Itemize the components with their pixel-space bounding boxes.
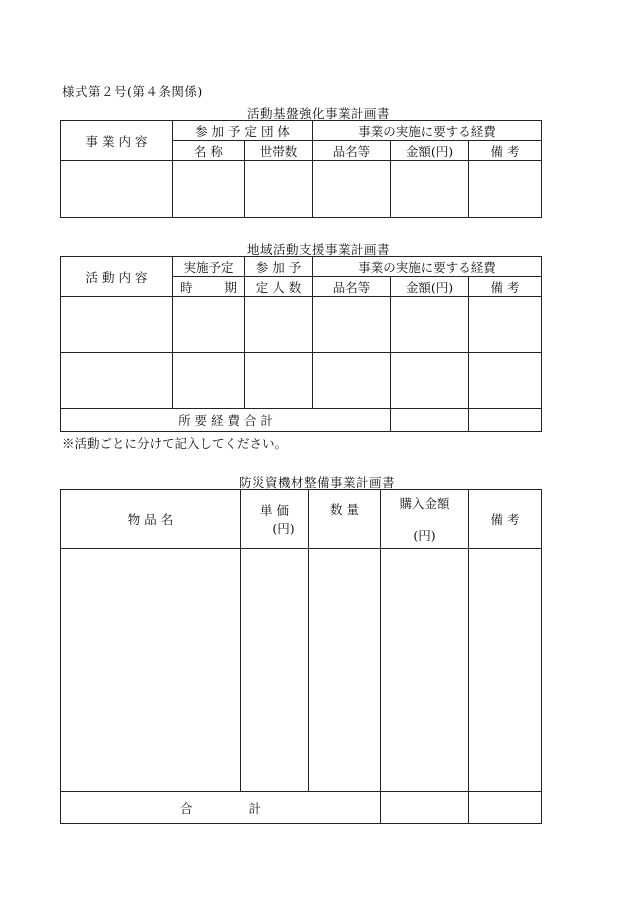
table2-header-period-bottom: [173, 277, 245, 297]
table1: [60, 120, 542, 218]
table2: [60, 256, 542, 432]
table3-unit-price-unit: (円): [272, 521, 295, 536]
table2-header-expense: 事業の実施に要する経費: [313, 257, 542, 277]
table1-cell-households[interactable]: [245, 161, 313, 218]
table3-header-remarks: 備 考: [469, 490, 542, 549]
table1-header-name: 名 称: [173, 141, 245, 161]
table2-header-people-top: 参 加 予: [245, 257, 313, 277]
table2-period-char2: 期: [224, 279, 237, 295]
table3-header-unit-price: [241, 490, 309, 549]
table2-cell-period[interactable]: [173, 297, 245, 353]
table3-purchase-unit: (円): [413, 528, 436, 543]
table2-header-amount: 金額(円): [391, 277, 469, 297]
table2-cell-amount[interactable]: [391, 297, 469, 353]
table3-cell-item[interactable]: [61, 549, 241, 792]
table2-cell-content[interactable]: [61, 297, 173, 353]
table1-header-expense: 事業の実施に要する経費: [313, 121, 542, 141]
table2-header-period-top: 実施予定: [173, 257, 245, 277]
table3-total-char2: 計: [248, 800, 262, 816]
table1-cell-remarks[interactable]: [469, 161, 542, 218]
table2-title: 地域活動支援事業計画書: [247, 242, 391, 257]
table3-cell-unit-price[interactable]: [241, 549, 309, 792]
table2-cell-remarks[interactable]: [469, 297, 542, 353]
table3-total-remarks[interactable]: [469, 792, 542, 824]
table2-total-amount[interactable]: [391, 409, 469, 432]
table2-total-label: 所 要 経 費 合 計: [61, 409, 391, 432]
table3-header-qty: 数 量: [309, 490, 381, 549]
table2-header-content: 活 動 内 容: [61, 257, 173, 297]
instruction-note: ※活動ごとに分けて記入してください。: [62, 436, 288, 451]
table2-cell-amount[interactable]: [391, 353, 469, 409]
table3-total-char1: 合: [179, 800, 193, 816]
form-number-label: 様式第２号(第４条関係): [62, 84, 203, 99]
table2-cell-remarks[interactable]: [469, 353, 542, 409]
table2-header-item: 品名等: [313, 277, 391, 297]
table3-purchase-label: 購入金額: [399, 496, 450, 511]
table3-cell-purchase[interactable]: [381, 549, 469, 792]
table3-total-amount[interactable]: [381, 792, 469, 824]
table3-header-item: 物 品 名: [61, 490, 241, 549]
table1-title: 活動基盤強化事業計画書: [247, 106, 391, 121]
table2-cell-people[interactable]: [245, 297, 313, 353]
table1-cell-content[interactable]: [61, 161, 173, 218]
table1-header-households: 世帯数: [245, 141, 313, 161]
table3-header-purchase: [381, 490, 469, 549]
table3-total-label: [61, 792, 381, 824]
table2-cell-period[interactable]: [173, 353, 245, 409]
table2-cell-item[interactable]: [313, 297, 391, 353]
table1-cell-name[interactable]: [173, 161, 245, 218]
table1-header-content: 事 業 内 容: [61, 121, 173, 161]
table2-cell-people[interactable]: [245, 353, 313, 409]
table3-cell-qty[interactable]: [309, 549, 381, 792]
table2-header-people-bottom: 定 人 数: [245, 277, 313, 297]
table3-cell-remarks[interactable]: [469, 549, 542, 792]
table2-total-remarks[interactable]: [469, 409, 542, 432]
table2-cell-item[interactable]: [313, 353, 391, 409]
table1-cell-amount[interactable]: [391, 161, 469, 218]
table1-header-item: 品名等: [313, 141, 391, 161]
table3: [60, 489, 542, 824]
table2-header-remarks: 備 考: [469, 277, 542, 297]
table3-title: 防災資機材整備事業計画書: [239, 475, 396, 490]
table1-cell-item[interactable]: [313, 161, 391, 218]
table2-period-char1: 時: [180, 279, 193, 295]
table1-header-group: 参 加 予 定 団 体: [173, 121, 313, 141]
table1-header-amount: 金額(円): [391, 141, 469, 161]
table3-unit-price-label: 単 価: [260, 503, 289, 518]
table2-cell-content[interactable]: [61, 353, 173, 409]
table1-header-remarks: 備 考: [469, 141, 542, 161]
